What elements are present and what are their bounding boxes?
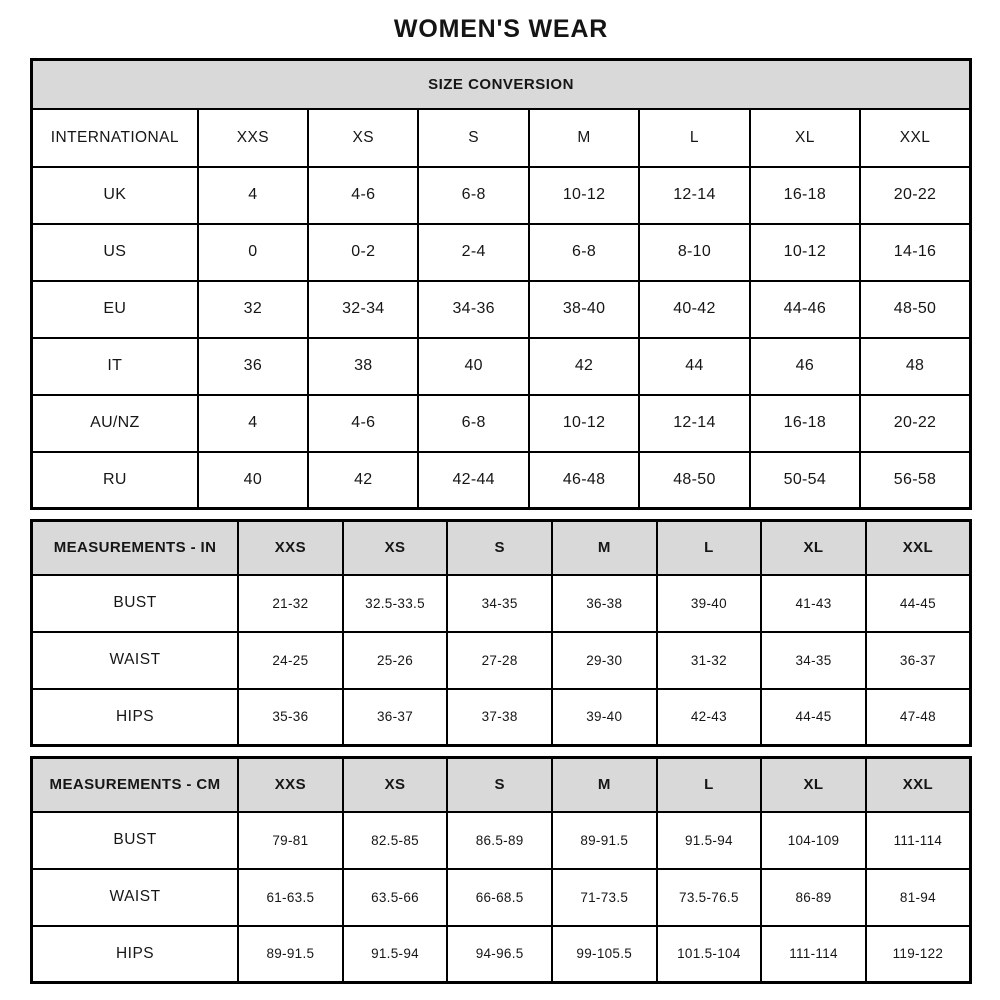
size-column-header: XXS xyxy=(198,109,308,167)
size-column-header: XL xyxy=(750,109,860,167)
size-value-cell: 16-18 xyxy=(750,395,860,452)
size-column-header: XXL xyxy=(866,521,971,575)
measurement-value-cell: 119-122 xyxy=(866,926,971,983)
measurement-value-cell: 34-35 xyxy=(761,632,866,689)
table-spacer xyxy=(30,747,972,756)
size-column-header: S xyxy=(418,109,528,167)
measurement-value-cell: 24-25 xyxy=(238,632,343,689)
measurement-value-cell: 86.5-89 xyxy=(447,812,552,869)
measurement-value-cell: 66-68.5 xyxy=(447,869,552,926)
table-row xyxy=(32,224,971,281)
measurement-label: WAIST xyxy=(32,632,239,689)
size-value-cell: 4 xyxy=(198,167,308,224)
column-header-row xyxy=(32,758,971,812)
measurement-value-cell: 99-105.5 xyxy=(552,926,657,983)
measurement-value-cell: 25-26 xyxy=(343,632,448,689)
size-value-cell: 38-40 xyxy=(529,281,639,338)
size-value-cell: 42-44 xyxy=(418,452,528,509)
size-value-cell: 12-14 xyxy=(639,167,749,224)
measurement-value-cell: 27-28 xyxy=(447,632,552,689)
size-value-cell: 2-4 xyxy=(418,224,528,281)
column-header-row xyxy=(32,521,971,575)
size-column-header: XL xyxy=(761,521,866,575)
size-column-header: XS xyxy=(343,521,448,575)
table-row xyxy=(32,395,971,452)
table-row xyxy=(32,632,971,689)
size-column-header: M xyxy=(552,758,657,812)
size-column-header: XXL xyxy=(866,758,971,812)
table-banner-row xyxy=(32,60,971,109)
measurement-value-cell: 34-35 xyxy=(447,575,552,632)
measurement-label: HIPS xyxy=(32,689,239,746)
size-value-cell: 48 xyxy=(860,338,970,395)
size-conversion-table xyxy=(30,58,972,510)
size-value-cell: 42 xyxy=(529,338,639,395)
size-value-cell: 8-10 xyxy=(639,224,749,281)
measurement-value-cell: 36-38 xyxy=(552,575,657,632)
measurement-label: HIPS xyxy=(32,926,239,983)
measurement-value-cell: 21-32 xyxy=(238,575,343,632)
measurement-value-cell: 42-43 xyxy=(657,689,762,746)
size-value-cell: 44-46 xyxy=(750,281,860,338)
size-value-cell: 40 xyxy=(198,452,308,509)
table-row xyxy=(32,869,971,926)
measurement-value-cell: 61-63.5 xyxy=(238,869,343,926)
measurement-value-cell: 91.5-94 xyxy=(657,812,762,869)
size-value-cell: 10-12 xyxy=(529,395,639,452)
size-column-header: S xyxy=(447,758,552,812)
measurements-header: MEASUREMENTS - IN xyxy=(32,521,239,575)
row-label-header: INTERNATIONAL xyxy=(32,109,198,167)
size-column-header: L xyxy=(639,109,749,167)
measurement-label: WAIST xyxy=(32,869,239,926)
size-value-cell: 16-18 xyxy=(750,167,860,224)
size-value-cell: 6-8 xyxy=(529,224,639,281)
measurement-value-cell: 35-36 xyxy=(238,689,343,746)
size-column-header: M xyxy=(552,521,657,575)
size-value-cell: 32-34 xyxy=(308,281,418,338)
measurement-value-cell: 89-91.5 xyxy=(552,812,657,869)
table-row xyxy=(32,812,971,869)
table-row xyxy=(32,575,971,632)
size-column-header: XL xyxy=(761,758,866,812)
size-column-header: XS xyxy=(308,109,418,167)
table-row xyxy=(32,281,971,338)
size-value-cell: 46 xyxy=(750,338,860,395)
size-value-cell: 56-58 xyxy=(860,452,970,509)
size-value-cell: 0 xyxy=(198,224,308,281)
measurement-value-cell: 73.5-76.5 xyxy=(657,869,762,926)
measurement-value-cell: 44-45 xyxy=(866,575,971,632)
table-row xyxy=(32,689,971,746)
measurement-value-cell: 29-30 xyxy=(552,632,657,689)
size-value-cell: 32 xyxy=(198,281,308,338)
measurement-value-cell: 37-38 xyxy=(447,689,552,746)
measurement-value-cell: 36-37 xyxy=(866,632,971,689)
table-row xyxy=(32,167,971,224)
size-value-cell: 48-50 xyxy=(639,452,749,509)
measurement-value-cell: 111-114 xyxy=(866,812,971,869)
region-label: IT xyxy=(32,338,198,395)
measurements-header: MEASUREMENTS - CM xyxy=(32,758,239,812)
size-column-header: L xyxy=(657,758,762,812)
page-title: WOMEN'S WEAR xyxy=(393,15,609,43)
size-value-cell: 4-6 xyxy=(308,395,418,452)
measurement-value-cell: 79-81 xyxy=(238,812,343,869)
size-value-cell: 10-12 xyxy=(750,224,860,281)
size-value-cell: 38 xyxy=(308,338,418,395)
size-value-cell: 6-8 xyxy=(418,167,528,224)
size-value-cell: 20-22 xyxy=(860,395,970,452)
measurement-value-cell: 71-73.5 xyxy=(552,869,657,926)
size-column-header: XXL xyxy=(860,109,970,167)
measurement-value-cell: 101.5-104 xyxy=(657,926,762,983)
measurement-value-cell: 94-96.5 xyxy=(447,926,552,983)
size-value-cell: 42 xyxy=(308,452,418,509)
measurement-value-cell: 39-40 xyxy=(657,575,762,632)
size-value-cell: 20-22 xyxy=(860,167,970,224)
size-column-header: XS xyxy=(343,758,448,812)
measurement-value-cell: 47-48 xyxy=(866,689,971,746)
measurements-cm-table xyxy=(30,756,972,984)
size-value-cell: 10-12 xyxy=(529,167,639,224)
table-row xyxy=(32,452,971,509)
measurement-label: BUST xyxy=(32,812,239,869)
measurement-value-cell: 31-32 xyxy=(657,632,762,689)
size-value-cell: 40 xyxy=(418,338,528,395)
size-conversion-banner: SIZE CONVERSION xyxy=(32,60,971,109)
size-value-cell: 14-16 xyxy=(860,224,970,281)
size-value-cell: 4 xyxy=(198,395,308,452)
size-column-header: S xyxy=(447,521,552,575)
size-value-cell: 6-8 xyxy=(418,395,528,452)
size-value-cell: 48-50 xyxy=(860,281,970,338)
measurements-in-table xyxy=(30,519,972,747)
measurement-value-cell: 39-40 xyxy=(552,689,657,746)
region-label: US xyxy=(32,224,198,281)
size-value-cell: 36 xyxy=(198,338,308,395)
measurement-value-cell: 82.5-85 xyxy=(343,812,448,869)
measurement-value-cell: 63.5-66 xyxy=(343,869,448,926)
measurement-value-cell: 91.5-94 xyxy=(343,926,448,983)
size-value-cell: 50-54 xyxy=(750,452,860,509)
region-label: AU/NZ xyxy=(32,395,198,452)
size-value-cell: 44 xyxy=(639,338,749,395)
measurement-value-cell: 111-114 xyxy=(761,926,866,983)
measurement-value-cell: 36-37 xyxy=(343,689,448,746)
region-label: EU xyxy=(32,281,198,338)
size-column-header: L xyxy=(657,521,762,575)
table-row xyxy=(32,926,971,983)
size-column-header: XXS xyxy=(238,758,343,812)
measurement-value-cell: 44-45 xyxy=(761,689,866,746)
size-value-cell: 40-42 xyxy=(639,281,749,338)
measurement-value-cell: 32.5-33.5 xyxy=(343,575,448,632)
measurement-value-cell: 86-89 xyxy=(761,869,866,926)
size-column-header: XXS xyxy=(238,521,343,575)
size-value-cell: 46-48 xyxy=(529,452,639,509)
size-column-header: M xyxy=(529,109,639,167)
measurement-value-cell: 104-109 xyxy=(761,812,866,869)
size-value-cell: 0-2 xyxy=(308,224,418,281)
measurement-label: BUST xyxy=(32,575,239,632)
table-row xyxy=(32,338,971,395)
measurement-value-cell: 81-94 xyxy=(866,869,971,926)
measurement-value-cell: 41-43 xyxy=(761,575,866,632)
size-value-cell: 34-36 xyxy=(418,281,528,338)
size-value-cell: 4-6 xyxy=(308,167,418,224)
table-spacer xyxy=(30,510,972,519)
region-label: UK xyxy=(32,167,198,224)
column-header-row xyxy=(32,109,971,167)
region-label: RU xyxy=(32,452,198,509)
size-value-cell: 12-14 xyxy=(639,395,749,452)
measurement-value-cell: 89-91.5 xyxy=(238,926,343,983)
